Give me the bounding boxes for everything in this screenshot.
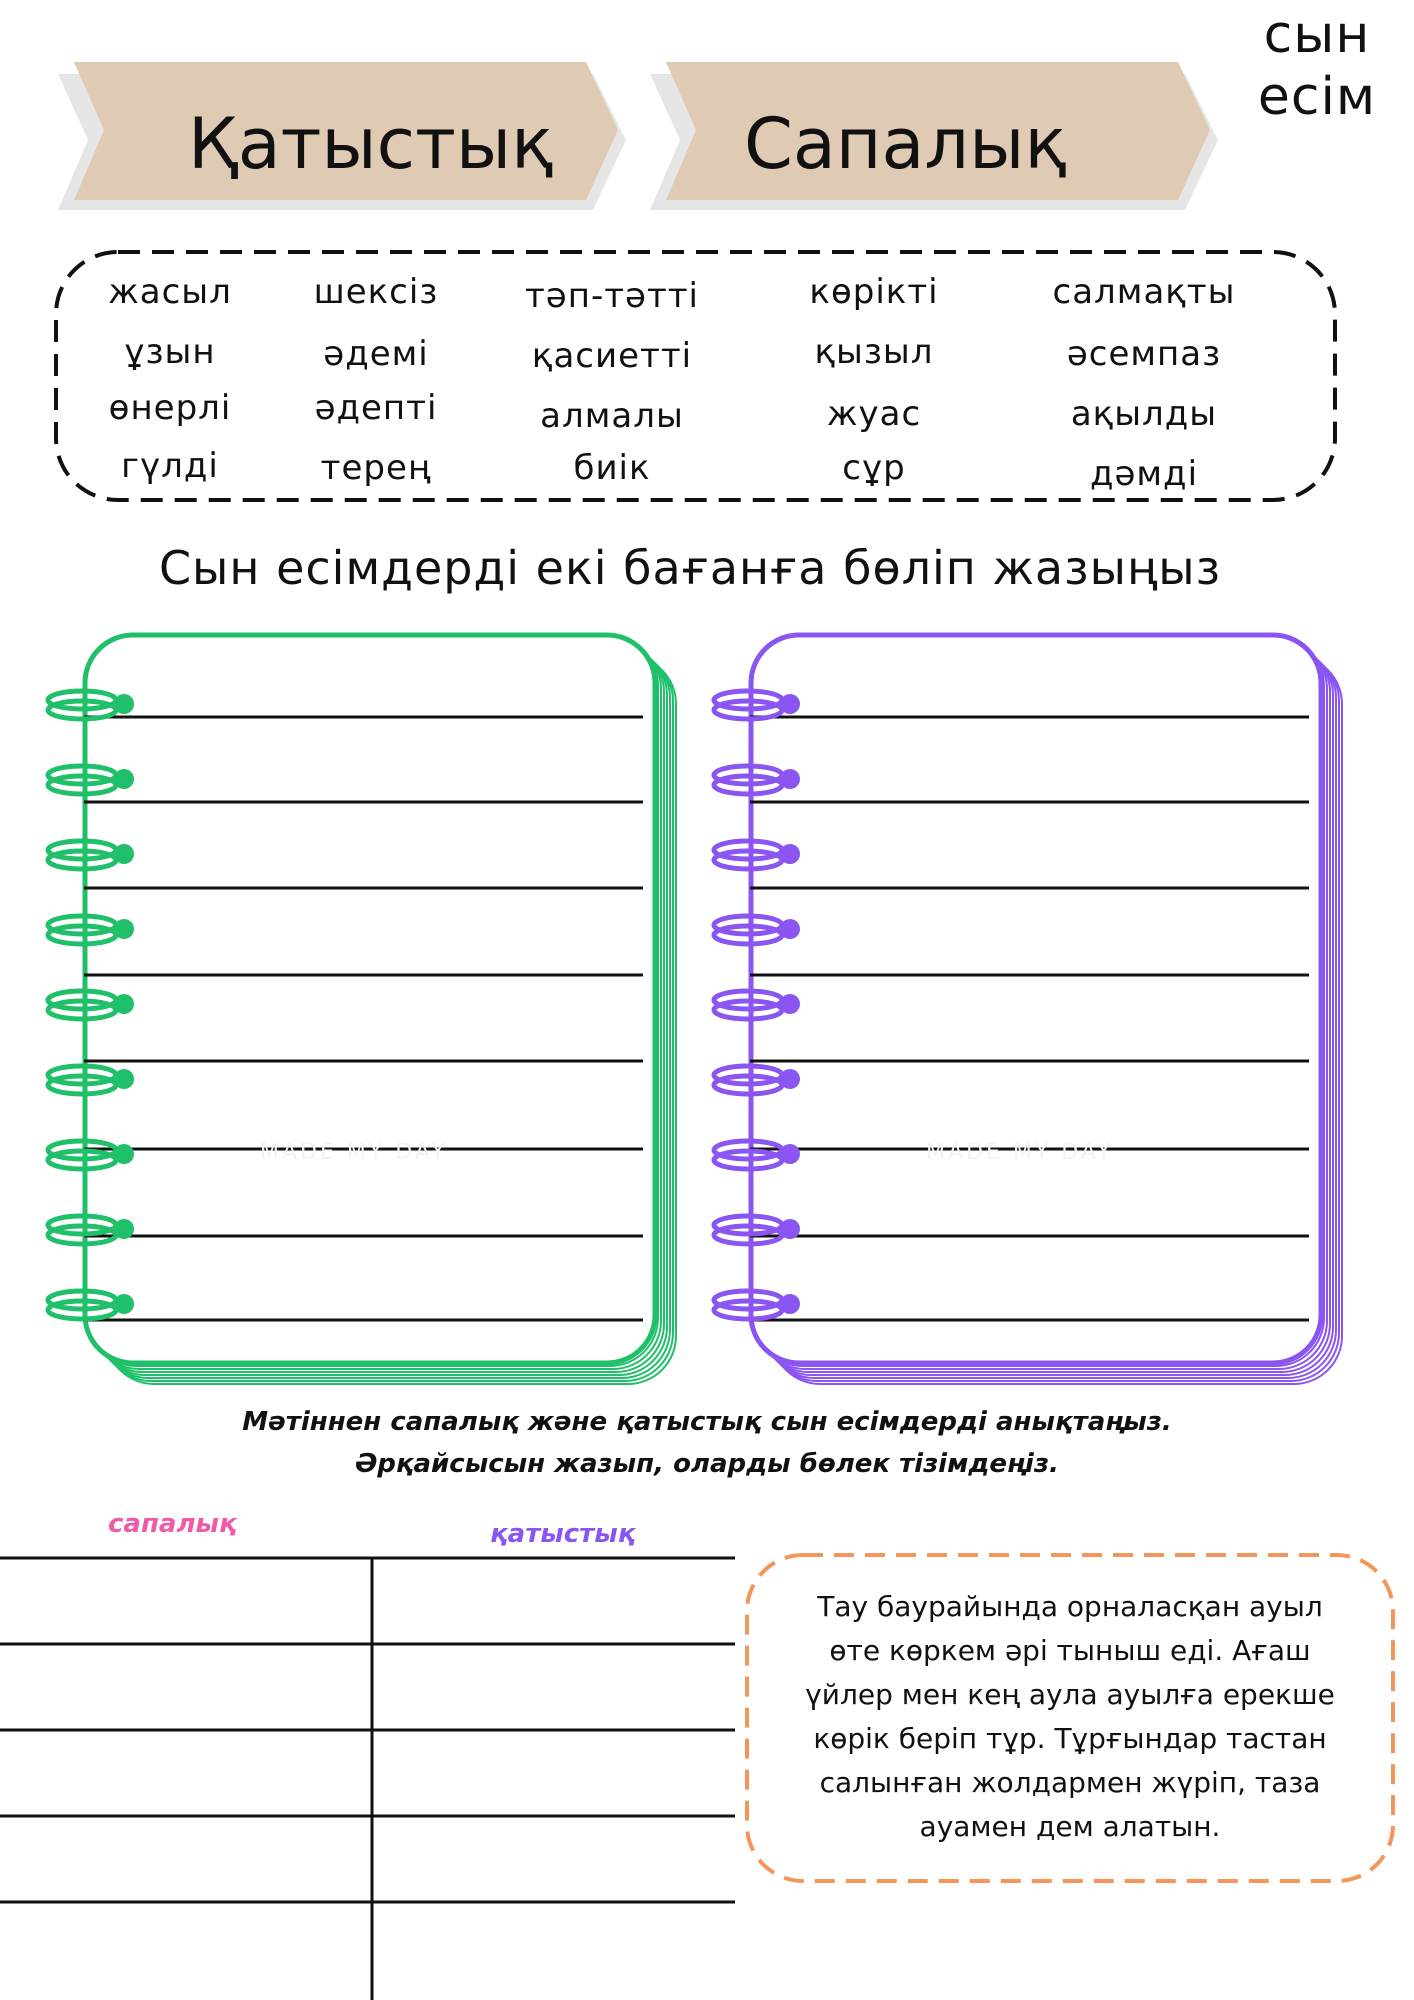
corner-title-line1: сын: [1263, 5, 1371, 65]
corner-title: [1242, 4, 1392, 128]
word: әдемі: [323, 334, 429, 374]
word: көрікті: [809, 272, 939, 312]
banner-katystyq: [58, 62, 628, 212]
word: сұр: [842, 448, 906, 488]
word: қызыл: [814, 332, 934, 372]
word: қасиетті: [531, 336, 693, 376]
passage-line: көрік беріп тұр. Тұрғындар тастан: [813, 1722, 1327, 1755]
word: биік: [573, 448, 651, 488]
passage-line: үйлер мен кең аула ауылға ерекше: [805, 1678, 1335, 1711]
word: терең: [320, 448, 432, 488]
column-header-sapalyq: сапалық: [108, 1509, 237, 1539]
banner-sapalyq: [650, 62, 1220, 212]
word: салмақты: [1052, 272, 1236, 312]
passage-line: өте көркем әрі тыныш еді. Ағаш: [829, 1634, 1311, 1667]
word: жасыл: [108, 272, 232, 312]
word: алмалы: [540, 396, 684, 436]
word: дәмді: [1089, 454, 1199, 494]
passage-line: Тау баурайында орналасқан ауыл: [817, 1590, 1323, 1623]
notebook-right: [706, 630, 1366, 1410]
passage-line: ауамен дем алатын.: [919, 1810, 1221, 1843]
text-passage: [785, 1585, 1355, 1849]
word: әдепті: [314, 388, 438, 428]
word: гүлді: [121, 446, 219, 486]
banner-label: Сапалық: [744, 103, 1067, 185]
notebook-watermark: MADE MY DAY: [260, 1140, 448, 1165]
word-bank: [54, 250, 1337, 502]
word: жуас: [826, 394, 922, 434]
word: ұзын: [124, 332, 216, 372]
word: шексіз: [313, 272, 439, 312]
word: тәп-тәтті: [524, 276, 700, 316]
word: әсемпаз: [1066, 334, 1222, 374]
word: өнерлі: [108, 388, 232, 428]
notebook-left: [40, 630, 700, 1410]
column-header-katystyq: қатыстық: [490, 1519, 636, 1549]
notebook-drawing: [706, 630, 1366, 1410]
banner-label: Қатыстық: [188, 103, 554, 185]
word: ақылды: [1070, 394, 1218, 434]
task-line-2: Әрқайсысын жазып, оларды бөлек тізімдеңіз.: [355, 1449, 1059, 1479]
notebook-drawing: [40, 630, 700, 1410]
instruction: Сын есімдерді екі бағанға бөліп жазыңыз: [158, 541, 1222, 595]
notebook-watermark: MADE MY DAY: [926, 1140, 1114, 1165]
answer-table: [0, 1540, 740, 2000]
task-line-1: Мәтіннен сапалық және қатыстық сын есімдерді анықтаңыз.: [242, 1407, 1172, 1437]
text-passage-box: [745, 1553, 1395, 1883]
passage-line: салынған жолдармен жүріп, таза: [819, 1766, 1321, 1799]
corner-title-line2: есім: [1257, 67, 1377, 127]
